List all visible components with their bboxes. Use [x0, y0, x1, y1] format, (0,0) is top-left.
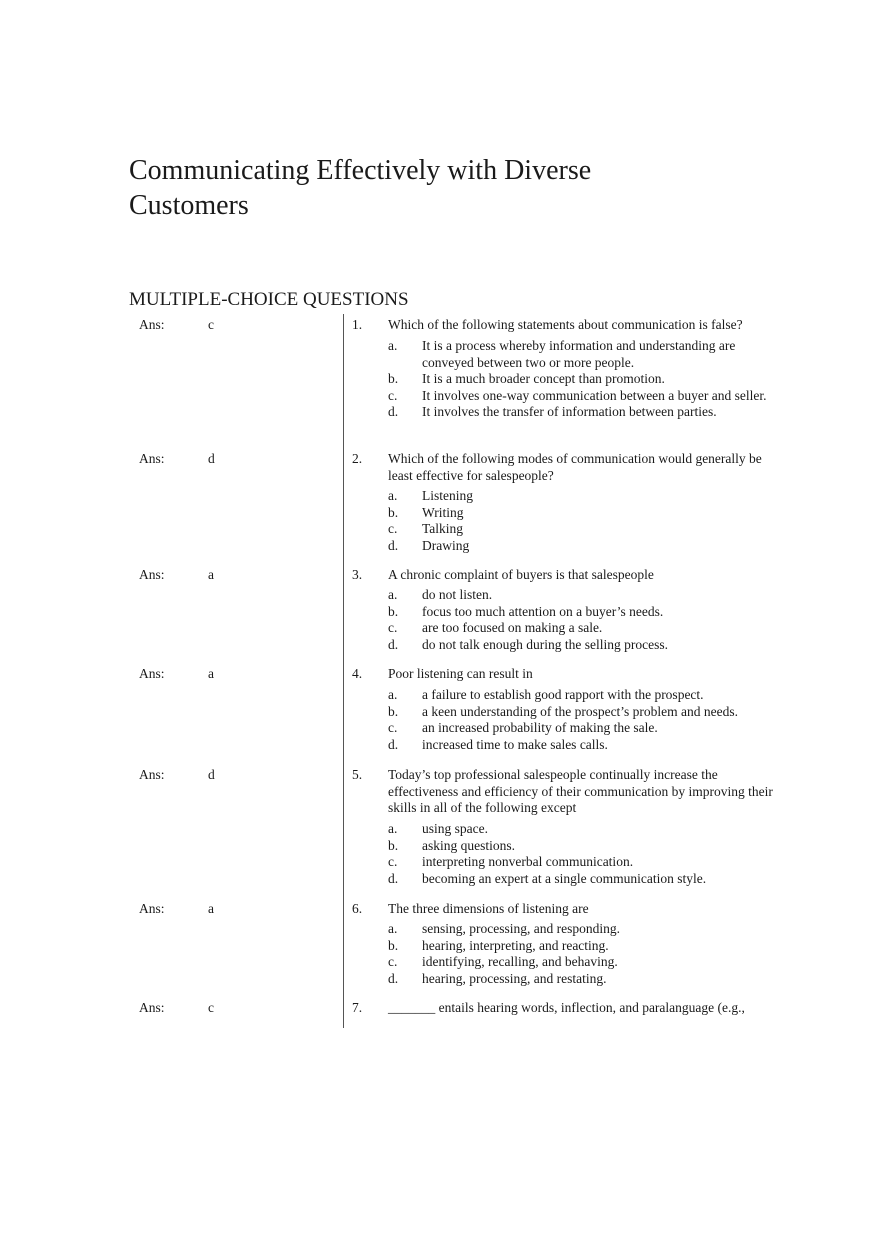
option-text: are too focused on making a sale.: [422, 620, 603, 635]
answer-value: a: [208, 901, 214, 916]
option-letter: c.: [388, 521, 398, 536]
option-letter: c.: [388, 387, 398, 403]
option-text: identifying, recalling, and behaving.: [422, 954, 618, 969]
option: [388, 687, 773, 704]
option-text: becoming an expert at a single communication style.: [422, 870, 707, 886]
option-list: [388, 488, 773, 554]
question-text: _______ entails hearing words, inflection, and paralanguage (e.g.,: [388, 1000, 745, 1015]
option-letter: b.: [388, 371, 399, 386]
option-text: It is a process whereby information and understanding are conveyed between two or more people.: [422, 338, 736, 370]
option-letter: a.: [388, 921, 398, 936]
option-letter: b.: [388, 837, 399, 853]
answer-label: Ans:: [139, 666, 165, 681]
question-text: Poor listening can result in: [388, 666, 533, 681]
option-text: Drawing: [422, 537, 470, 553]
option: [388, 921, 773, 938]
question-number: 5.: [352, 767, 363, 782]
option-letter: b.: [388, 603, 399, 619]
option: [388, 737, 773, 754]
answer-label: Ans:: [139, 901, 165, 916]
option-letter: d.: [388, 870, 399, 886]
option-list: [388, 921, 773, 987]
document-title: Communicating Effectively with Diverse Customers: [129, 155, 592, 221]
option-list: [388, 587, 773, 653]
answer-label: Ans:: [139, 1000, 165, 1015]
question-text: Which of the following statements about communication is false?: [388, 317, 743, 332]
option-list: [388, 687, 773, 753]
option-letter: a.: [388, 488, 398, 503]
option: [388, 488, 773, 505]
question-number: 2.: [352, 451, 363, 466]
option-letter: b.: [388, 504, 399, 520]
option-text: Writing: [422, 504, 464, 520]
option: [388, 720, 773, 737]
option: [388, 838, 773, 855]
option: [388, 371, 773, 388]
option-letter: d.: [388, 970, 399, 986]
option-text: hearing, interpreting, and reacting.: [422, 937, 609, 953]
option-text: a keen understanding of the prospect’s problem and needs.: [422, 703, 739, 719]
option: [388, 505, 773, 522]
answer-label: Ans:: [139, 317, 165, 332]
question-text: Today’s top professional salespeople continually increase the effectiveness and efficiency of their communication by improving their skills in all of the following except: [388, 767, 773, 815]
question-number: 4.: [352, 666, 363, 681]
option: [388, 538, 773, 555]
option-text: focus too much attention on a buyer’s needs.: [422, 603, 664, 619]
option-text: a failure to establish good rapport with the prospect.: [422, 687, 704, 702]
option-letter: b.: [388, 937, 399, 953]
option: [388, 704, 773, 721]
option-letter: c.: [388, 720, 398, 735]
option-text: an increased probability of making the sale.: [422, 720, 658, 735]
option: [388, 338, 773, 371]
option: [388, 637, 773, 654]
option: [388, 954, 773, 971]
option-letter: a.: [388, 821, 398, 836]
option-text: do not talk enough during the selling process.: [422, 636, 668, 652]
option-letter: d.: [388, 736, 399, 752]
option-list: [388, 821, 773, 887]
answer-label: Ans:: [139, 767, 165, 782]
question-number: 7.: [352, 1000, 363, 1015]
option-text: Listening: [422, 488, 473, 503]
option-text: using space.: [422, 821, 488, 836]
option-letter: b.: [388, 703, 399, 719]
option-text: It involves the transfer of information between parties.: [422, 404, 717, 419]
option: [388, 971, 773, 988]
option-text: do not listen.: [422, 587, 493, 602]
option-text: asking questions.: [422, 837, 515, 853]
option-letter: c.: [388, 620, 398, 635]
answer-label: Ans:: [139, 567, 165, 582]
option: [388, 821, 773, 838]
answer-value: c: [208, 1000, 214, 1015]
question-text: A chronic complaint of buyers is that salespeople: [388, 567, 654, 582]
option: [388, 938, 773, 955]
answer-value: a: [208, 567, 214, 582]
answer-label: Ans:: [139, 451, 165, 466]
option-text: hearing, processing, and restating.: [422, 970, 607, 986]
question-text: Which of the following modes of communication would generally be least effective for salespeople?: [388, 451, 762, 483]
option-letter: a.: [388, 687, 398, 702]
question-number: 3.: [352, 567, 363, 582]
option-text: interpreting nonverbal communication.: [422, 854, 634, 869]
question-number: 6.: [352, 901, 363, 916]
option-letter: c.: [388, 954, 398, 969]
option: [388, 404, 773, 421]
question-text: The three dimensions of listening are: [388, 901, 589, 916]
option-text: It involves one-way communication between a buyer and seller.: [422, 387, 767, 403]
option: [388, 388, 773, 405]
option-text: increased time to make sales calls.: [422, 736, 608, 752]
option: [388, 854, 773, 871]
option: [388, 604, 773, 621]
option-letter: d.: [388, 537, 399, 553]
option-text: sensing, processing, and responding.: [422, 921, 620, 936]
option-letter: d.: [388, 636, 399, 652]
option-text: Talking: [422, 521, 464, 536]
column-divider: [343, 314, 344, 1028]
option: [388, 521, 773, 538]
option-letter: c.: [388, 854, 398, 869]
option-letter: a.: [388, 587, 398, 602]
option-list: [388, 338, 773, 421]
answer-value: c: [208, 317, 214, 332]
option-letter: a.: [388, 338, 398, 353]
option-letter: d.: [388, 404, 399, 419]
answer-value: d: [208, 767, 215, 782]
option-text: It is a much broader concept than promotion.: [422, 371, 665, 386]
question-number: 1.: [352, 317, 363, 332]
option: [388, 620, 773, 637]
section-heading: MULTIPLE-CHOICE QUESTIONS: [129, 289, 409, 310]
option: [388, 871, 773, 888]
answer-value: a: [208, 666, 214, 681]
option: [388, 587, 773, 604]
answer-value: d: [208, 451, 215, 466]
